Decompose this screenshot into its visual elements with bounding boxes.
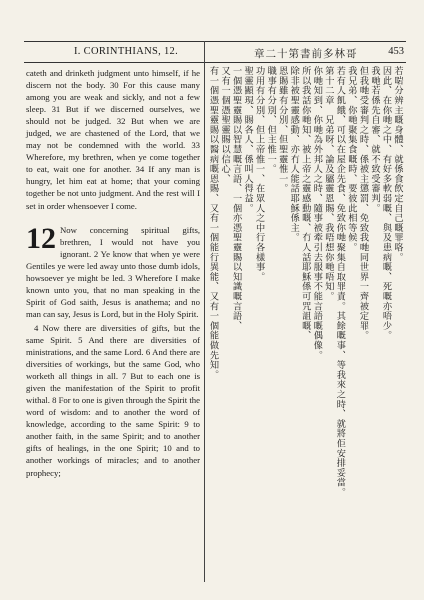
english-paragraph-3 — [26, 322, 200, 479]
verse-5: 5 And there are diversities of ministrations, and the same Lord. — [26, 334, 200, 358]
verse-8: 8 For to one is given through the Spirit the word of wisdom: and to another the word of knowledge, according to the same Spirit: — [26, 395, 200, 430]
chinese-text-column: 因此、在你哋之中、有好多軟弱嘅、與及患病嘅、死嘅亦唔少。 — [380, 66, 392, 341]
chinese-text-column: 又有一個憑聖靈賜以信心、 — [219, 66, 231, 184]
chinese-text-column: 但我哋受審判之時、係被主懲罰、免致我哋同世界一齊被定罪。 — [357, 66, 369, 341]
chinese-text-column: 你哋知到、你哋為外邦人之時、隨事被牽引去服事不能言語嘅偶像。 — [311, 66, 323, 360]
chinese-text-column: 有一個憑聖靈賜以醫病嘅恩賜、又有一個能行異能、又有一個能做先知。 — [208, 66, 219, 380]
english-paragraph-1 — [26, 67, 200, 212]
verse-3: 3 Wherefore I make known unto you, that no man speaking in the Spirit of God saith, Jesus is anathema; and no man can say, Jesus is Lord, but in the Holy Spirit. — [26, 272, 200, 319]
verse-10: 10 and to another workings of miracles; and to another prophecy; — [26, 443, 200, 478]
verse-9: 9 to another faith, in the same Spirit; and to another gifts of healings, in the one Spirit; — [26, 419, 200, 454]
chinese-text-column: 第十二章 兄弟呀、論及屬靈恩賜、我唔想你哋唔知。 — [322, 66, 334, 302]
chinese-text-column: 我兄弟、你哋聚集食嘅時、要彼此相等候。 — [345, 66, 357, 253]
chinese-text-column: 功用有分別、但上帝惟一、在眾人之中行各樣事。 — [253, 66, 265, 282]
page-header-chinese: 章二十第書前多林哥 — [254, 49, 358, 60]
chinese-text-column: 聖靈顯現、賜各人、係叫人得益。 — [242, 66, 254, 213]
verse-4: 4 Now there are diversities of gifts, but the same Spirit. — [26, 322, 200, 345]
chinese-column — [208, 66, 404, 586]
verse-6: 6 And there are diversities of workings, but the same God, who worketh all things in all. — [26, 347, 200, 382]
page-header-english: I. CORINTHIANS, 12. — [74, 46, 178, 57]
chinese-text-column: 若啱分辨主嘅身體、就係食飲定自己嘅罪咯。 — [392, 66, 403, 262]
header-bottom-rule — [24, 62, 406, 63]
chinese-text-column: 若有人飢餓、可以在屋企先食、免致你哋聚集自取罪責。其餘嘅事、等我來之時、就將佢安排妥當。 — [334, 66, 346, 498]
verse-34: 34 If any man is hungry, let him eat at home; that your coming together be not unto judgment. And the rest will I set in order whensoever I come. — [26, 164, 200, 211]
verse-31: 31 But if we discerned ourselves, we should not be judged. — [26, 104, 200, 127]
header-rule — [24, 41, 406, 42]
column-divider — [204, 41, 205, 582]
chinese-text-column: 職事有分別、但主惟一。 — [265, 66, 277, 174]
chinese-text-column: 恩賜雖有分別、但聖靈惟一。 — [276, 66, 288, 194]
chinese-text-column: 所以我話你哋知、被上帝之靈感動嘅、冇人話耶穌係可咒詛嘅、 — [299, 66, 311, 341]
verse-2: 2 Ye know that when ye were Gentiles ye were led away unto those dumb idols, howsoever ye might be led. — [26, 248, 200, 283]
page-number: 453 — [388, 46, 404, 57]
chinese-text-column: 一個憑聖靈賜以智慧嘅言語、一個亦憑聖靈賜以知識嘅言語、 — [230, 66, 242, 331]
verse-7: 7 But to each one is given the manifestation of the Spirit to profit withal. — [26, 371, 200, 406]
verse-32: 32 But when we are judged, we are chastened of the Lord, that we may not be condemned with the world. — [26, 116, 200, 151]
chinese-text-column: 除非被聖靈感動、亦冇人能話耶穌係主。 — [288, 66, 300, 243]
verse-1: Now concerning spiritual gifts, brethren, I would not have you ignorant. — [60, 224, 200, 259]
english-paragraph-2 — [26, 221, 200, 320]
verse-29-end: cateth and drinketh judgment unto himself, if he discern not the body. — [26, 68, 200, 91]
chapter-number: 12 — [26, 221, 56, 255]
verse-30: 30 For this cause many among you are weak and sickly, and not a few sleep. — [26, 80, 200, 115]
verse-33: 33 Wherefore, my brethren, when ye come together to eat, wait one for another. — [26, 140, 200, 175]
english-column — [26, 67, 200, 479]
chinese-text-column: 我哋若係先自審、就不致受審判。 — [368, 66, 380, 213]
